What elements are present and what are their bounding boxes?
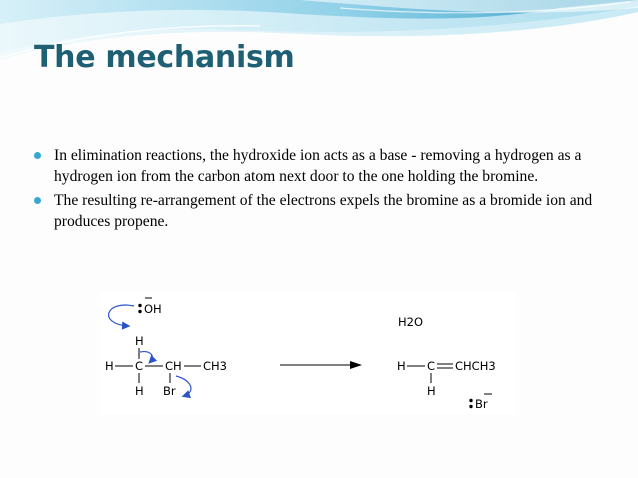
reaction-svg [100, 292, 516, 414]
product-chain: CHCH3 [455, 359, 496, 373]
hydroxide-label: OH [144, 302, 162, 316]
product-bottom-hydrogen: H [427, 384, 436, 398]
hydroxide-attack-arrow [109, 305, 134, 326]
bullet-text: In elimination reactions, the hydroxide ion acts as a base - removing a hydrogen as a hydrogen ion from the carbon atom next door to the one holding the bromine. [54, 147, 582, 185]
bullet-dot-icon [34, 152, 41, 159]
carbon-2: CH [165, 359, 182, 373]
bottom-hydrogen: H [135, 384, 144, 398]
reaction-arrow-head [350, 361, 362, 369]
bromine-atom: Br [163, 384, 176, 398]
bullet-item [34, 190, 594, 232]
bullet-list [34, 145, 594, 235]
bullet-item [34, 145, 594, 187]
reaction-diagram [100, 292, 516, 414]
bromide-leave-arrow [176, 376, 191, 396]
bullet-text: The resulting re-arrangement of the electrons expels the bromine as a bromide ion and produces propene. [54, 192, 593, 230]
product-left-hydrogen: H [397, 359, 406, 373]
bromide-ion: Br [475, 397, 488, 411]
water-label: H2O [398, 315, 424, 329]
carbon-1: C [135, 359, 144, 373]
slide-title: The mechanism [34, 40, 295, 75]
lone-pair-dot [469, 399, 472, 402]
methyl-group: CH3 [203, 359, 227, 373]
lone-pair-dot [138, 310, 141, 313]
top-hydrogen: H [135, 334, 144, 348]
lone-pair-dot [469, 405, 472, 408]
bullet-dot-icon [34, 197, 41, 204]
product-carbon: C [427, 359, 436, 373]
lone-pair-dot [138, 304, 141, 307]
left-hydrogen: H [105, 359, 114, 373]
